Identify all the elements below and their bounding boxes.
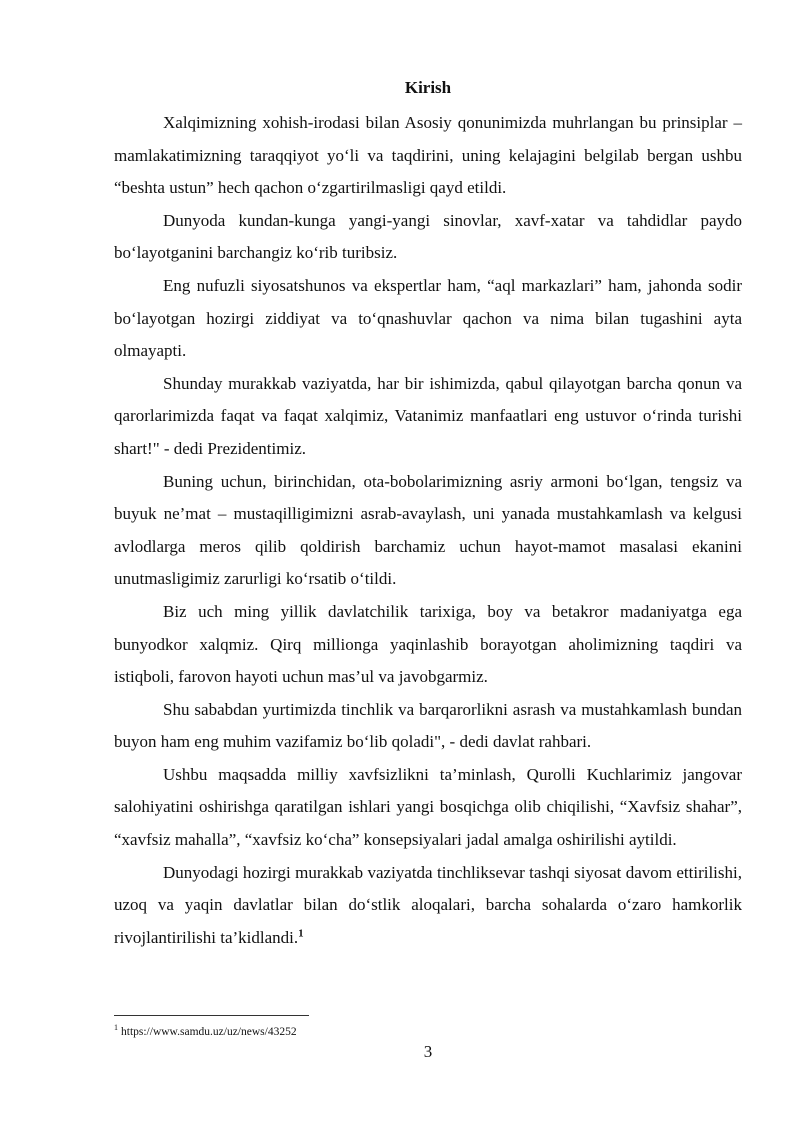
body-text	[114, 107, 742, 954]
section-title: Kirish	[404, 78, 452, 97]
footnote-link[interactable]: https://www.samdu.uz/uz/news/43252	[121, 1026, 297, 1038]
paragraph-7: Shu sababdan yurtimizda tinchlik va barqarorlikni asrash va mustahkamlash bundan buyon ham eng muhim vazifamiz bo‘lib qoladi", - dedi davlat rahbari.	[114, 699, 742, 752]
paragraph-5: Buning uchun, birinchidan, ota-bobolarimizning asriy armoni bo‘lgan, tengsiz va buyuk ne’mat – mustaqilligimizni asrab-avaylash, uni yanada mustahkamlash va kelgusi avlodlarga meros qilib qoldirish barchamiz uchun hayot-mamot masalasi ekanini unutmasligimiz zarurligi ko‘rsatib o‘tildi.	[114, 471, 742, 589]
footnote-separator	[114, 1015, 309, 1016]
footnote-reference[interactable]: 1	[298, 927, 304, 940]
paragraph-4: Shunday murakkab vaziyatda, har bir ishimizda, qabul qilayotgan barcha qonun va qarorlarimizda faqat va faqat xalqimiz, Vatanimiz manfaatlari eng ustuvor o‘rinda turishi shart!" - dedi Prezidentimiz.	[114, 373, 742, 458]
footnote-marker: 1	[114, 1023, 118, 1033]
paragraph-9	[114, 857, 742, 955]
footnote	[114, 1024, 614, 1040]
paragraph-1: Xalqimizning xohish-irodasi bilan Asosiy qonunimizda muhrlangan bu prinsiplar – mamlakatimizning taraqqiyot yo‘li va taqdirini, uning kelajagini belgilab bergan ushbu “beshta ustun” hech qachon o‘zgartirilmasligi qayd etildi.	[114, 113, 742, 198]
page-number: 3	[423, 1042, 433, 1061]
paragraph-6: Biz uch ming yillik davlatchilik tarixiga, boy va betakror madaniyatga ega bunyodkor xalqmiz. Qirq millionga yaqinlashib borayotgan aholimizning taqdiri va istiqboli, farovon hayoti uchun mas’ul va javobgarmiz.	[114, 601, 742, 687]
paragraph-8: Ushbu maqsadda milliy xavfsizlikni ta’minlash, Qurolli Kuchlarimiz jangovar salohiyatini oshirishga qaratilgan ishlari yangi bosqichga olib chiqilishi, “Xavfsiz shahar”, “xavfsiz mahalla”, “xavfsiz ko‘cha” konsepsiyalari jadal amalga oshirilishi aytildi.	[114, 764, 742, 850]
paragraph-3: Eng nufuzli siyosatshunos va ekspertlar ham, “aql markazlari” ham, jahonda sodir bo‘layotgan hozirgi ziddiyat va to‘qnashuvlar qachon va nima bilan tugashini ayta olmayapti.	[114, 275, 742, 361]
paragraph-9-text: Dunyodagi hozirgi murakkab vaziyatda tinchliksevar tashqi siyosat davom ettirilishi, uzoq va yaqin davlatlar bilan do‘stlik aloqalari, barcha sohalarda o‘zaro hamkorlik rivojlantirilishi ta’kidlandi.	[114, 862, 742, 947]
paragraph-2: Dunyoda kundan-kunga yangi-yangi sinovlar, xavf-xatar va tahdidlar paydo bo‘layotganini barchangiz ko‘rib turibsiz.	[114, 210, 742, 263]
